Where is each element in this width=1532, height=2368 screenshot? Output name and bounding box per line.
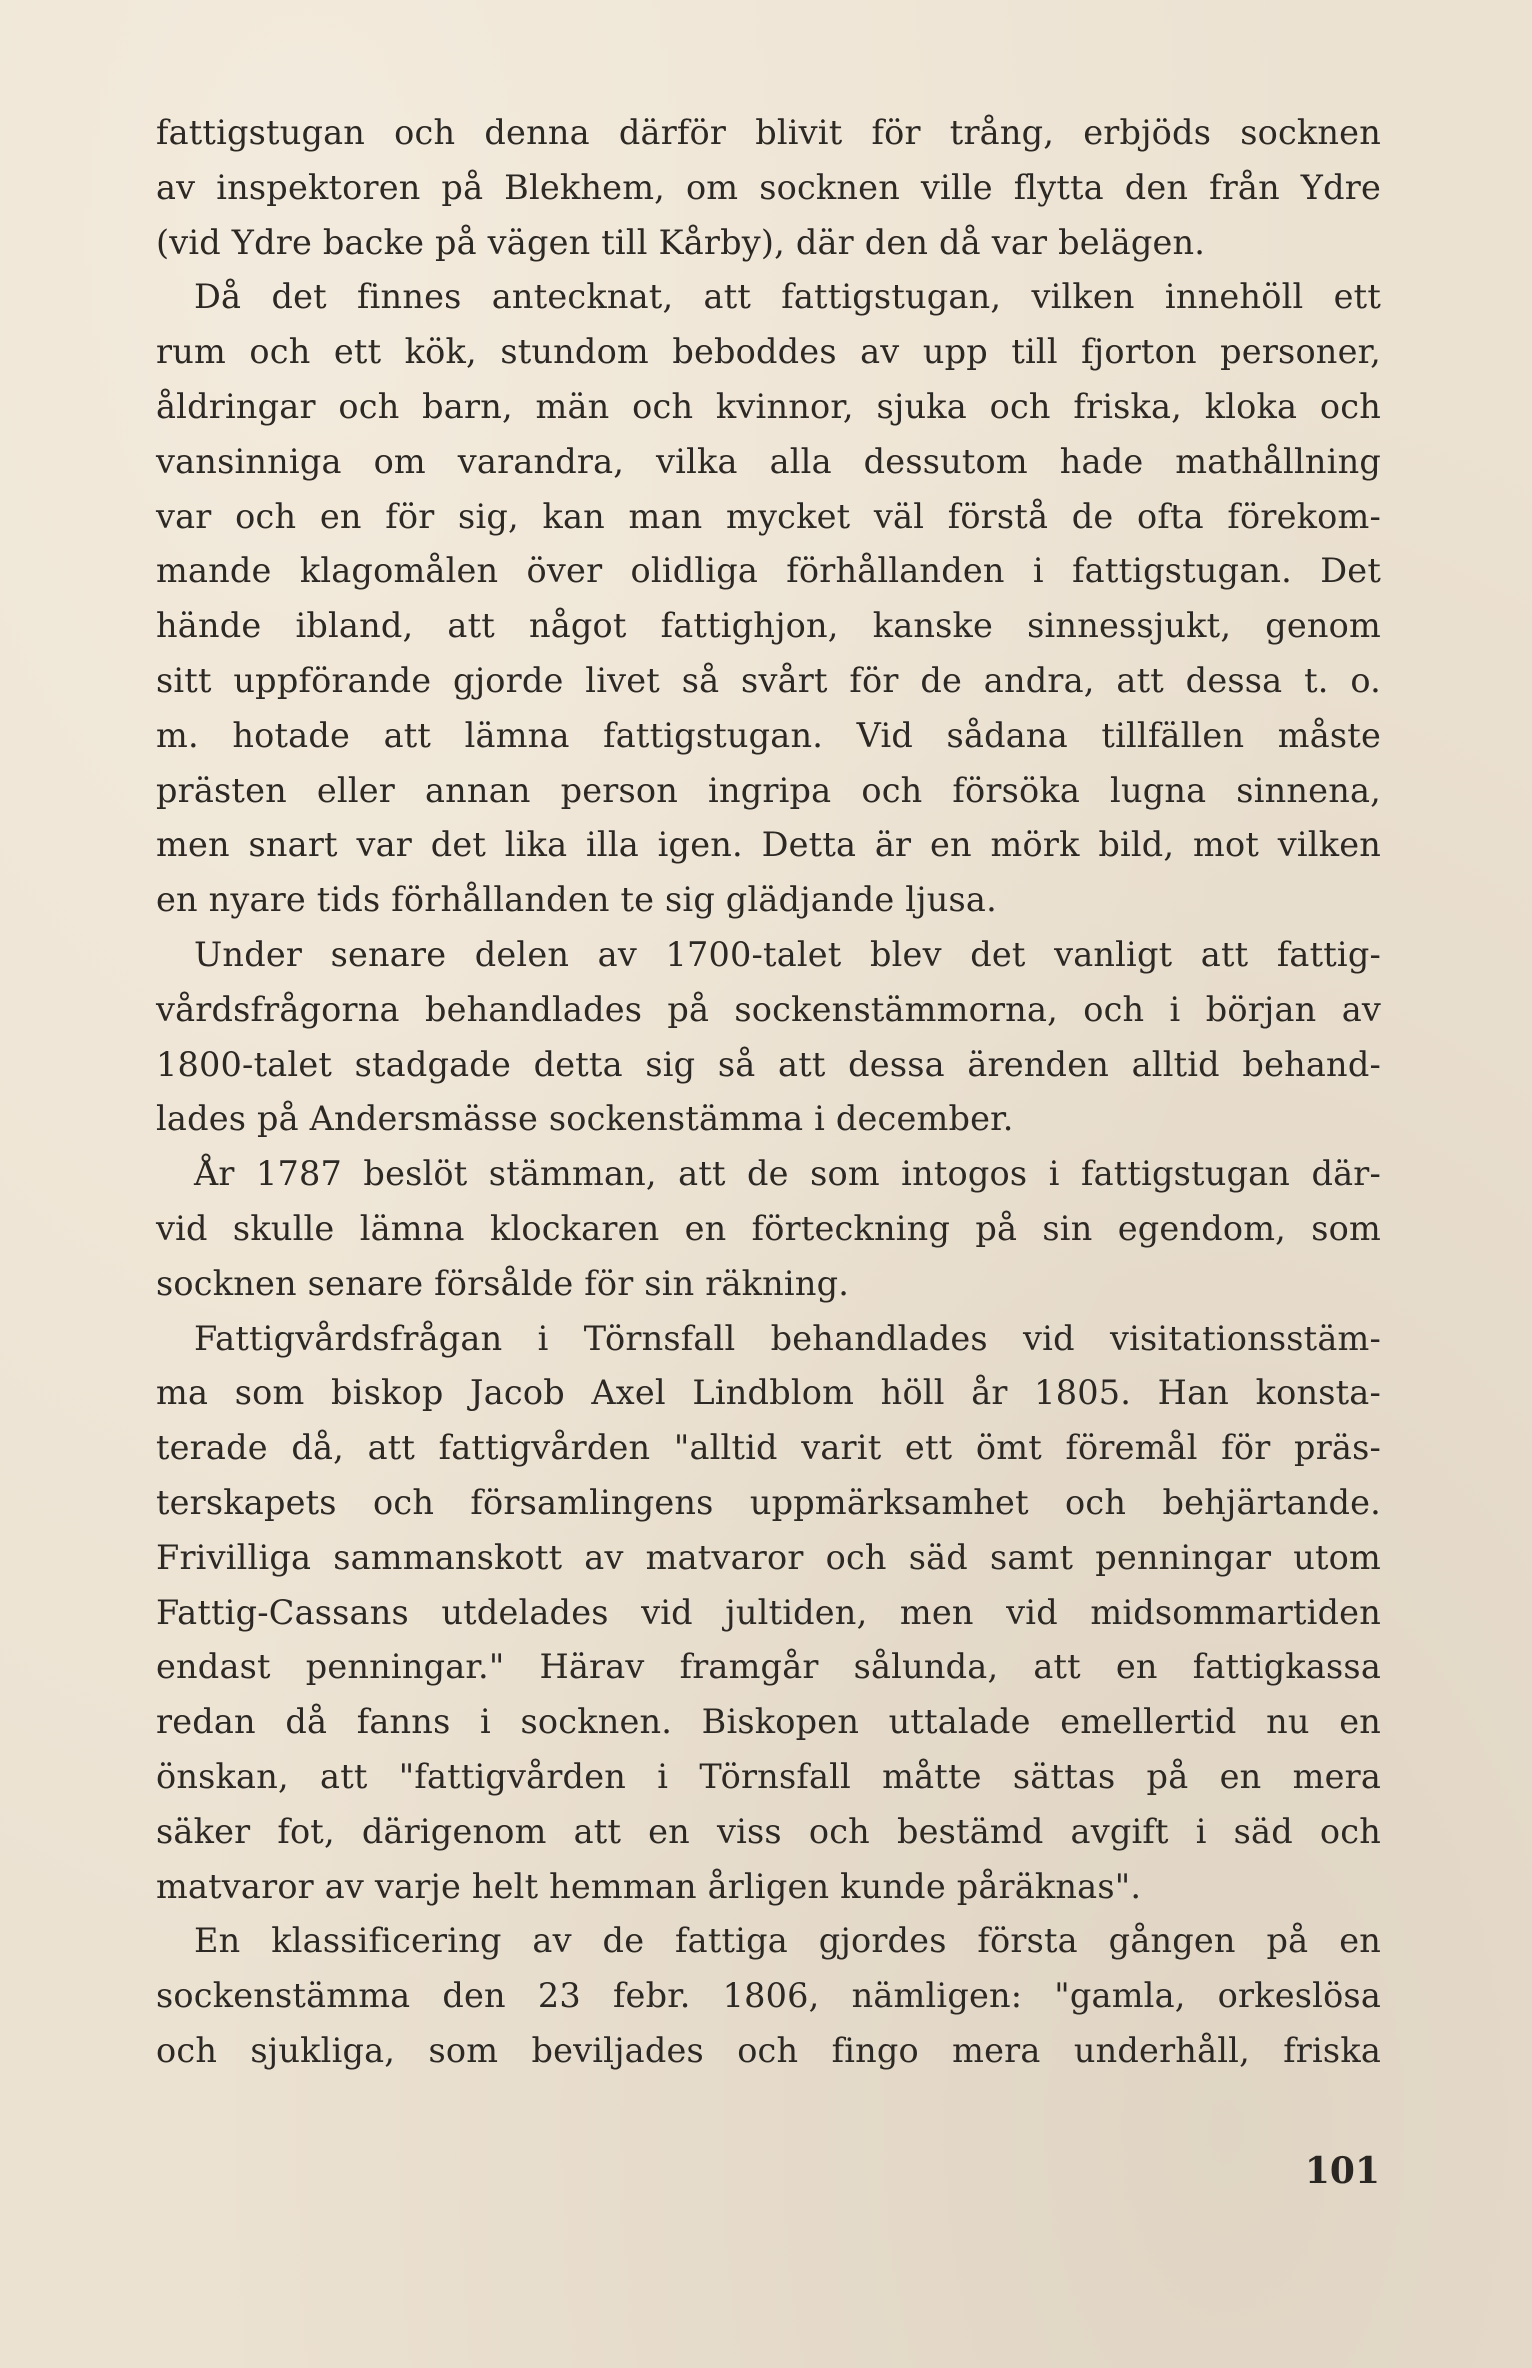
text-line: redan då fanns i socknen. Biskopen uttalade emellertid nu en (156, 1702, 1381, 1742)
text-line: socknen senare försålde för sin räkning. (156, 1263, 850, 1303)
text-line: Under senare delen av 1700-talet blev det vanligt att fattig- (194, 934, 1381, 974)
text-line: terskapets och församlingens uppmärksamhet och behjärtande. (156, 1482, 1381, 1522)
text-line: Frivilliga sammanskott av matvaror och säd samt penningar utom (156, 1537, 1381, 1577)
page-number: 101 (1304, 2150, 1380, 2192)
text-line: men snart var det lika illa igen. Detta är en mörk bild, mot vilken (156, 825, 1381, 865)
text-line: m. hotade att lämna fattigstugan. Vid sådana tillfällen måste (156, 715, 1381, 755)
text-line: vansinniga om varandra, vilka alla dessutom hade mathållning (156, 441, 1381, 481)
text-line: vid skulle lämna klockaren en förteckning på sin egendom, som (156, 1208, 1381, 1248)
text-line: Fattigvårdsfrågan i Törnsfall behandlades vid visitationsstäm- (194, 1318, 1381, 1358)
text-line: Då det finnes antecknat, att fattigstugan, vilken innehöll ett (194, 277, 1381, 317)
body-text (156, 106, 1381, 2079)
text-line: säker fot, därigenom att en viss och bestämd avgift i säd och (156, 1811, 1381, 1851)
text-line: och sjukliga, som beviljades och fingo mera underhåll, friska (156, 2030, 1381, 2070)
text-line: En klassificering av de fattiga gjordes första gången på en (194, 1921, 1381, 1961)
text-line: rum och ett kök, stundom beboddes av upp till fjorton personer, (156, 332, 1381, 372)
text-line: (vid Ydre backe på vägen till Kårby), där den då var belägen. (156, 222, 1206, 262)
text-line: ma som biskop Jacob Axel Lindblom höll år 1805. Han konsta- (156, 1373, 1381, 1413)
text-line: av inspektoren på Blekhem, om socknen ville flytta den från Ydre (156, 167, 1381, 207)
text-line: var och en för sig, kan man mycket väl förstå de ofta förekom- (156, 496, 1381, 536)
text-line: Fattig-Cassans utdelades vid jultiden, men vid midsommartiden (156, 1592, 1381, 1632)
text-line: hände ibland, att något fattighjon, kanske sinnessjukt, genom (156, 606, 1381, 646)
text-line: sitt uppförande gjorde livet så svårt för de andra, att dessa t. o. (156, 660, 1381, 700)
text-line: fattigstugan och denna därför blivit för trång, erbjöds socknen (156, 113, 1381, 152)
text-line: År 1787 beslöt stämman, att de som intogos i fattigstugan där- (194, 1154, 1381, 1194)
text-line: mande klagomålen över olidliga förhållanden i fattigstugan. Det (156, 551, 1381, 591)
text-line: matvaror av varje helt hemman årligen kunde påräknas". (156, 1866, 1142, 1906)
text-line: prästen eller annan person ingripa och försöka lugna sinnena, (156, 770, 1381, 810)
text-line: sockenstämma den 23 febr. 1806, nämligen: "gamla, orkeslösa (156, 1976, 1381, 2016)
text-line: åldringar och barn, män och kvinnor, sjuka och friska, kloka och (156, 386, 1381, 426)
text-line: 1800-talet stadgade detta sig så att dessa ärenden alltid behand- (156, 1044, 1381, 1084)
text-line: vårdsfrågorna behandlades på sockenstämmorna, och i början av (156, 989, 1381, 1029)
text-line: terade då, att fattigvården "alltid varit ett ömt föremål för präs- (156, 1428, 1381, 1468)
text-line: en nyare tids förhållanden te sig glädjande ljusa. (156, 880, 997, 920)
text-line: lades på Andersmässe sockenstämma i december. (156, 1099, 1014, 1139)
text-line: endast penningar." Härav framgår sålunda, att en fattigkassa (156, 1647, 1381, 1687)
text-line: önskan, att "fattigvården i Törnsfall måtte sättas på en mera (156, 1756, 1381, 1796)
